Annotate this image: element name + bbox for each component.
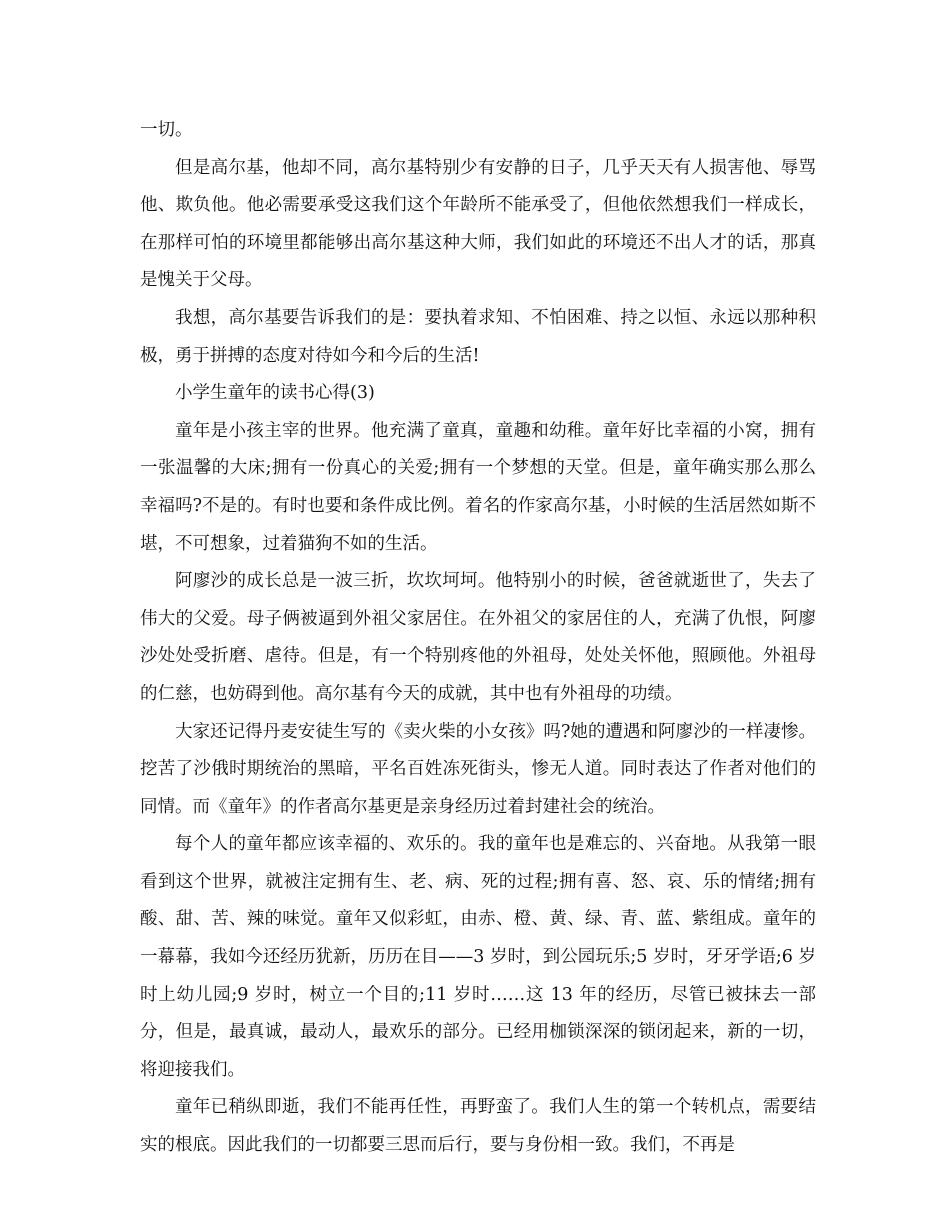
paragraph: 大家还记得丹麦安徒生写的《卖火柴的小女孩》吗?她的遭遇和阿廖沙的一样凄惨。挖苦了沙俄时期统治的黑暗，平名百姓冻死街头，惨无人道。同时表达了作者对他们的同情。而《童年》的作者高尔基更是亲身经历过着封建社会的统治。 [140, 721, 816, 817]
section-heading: 小学生童年的读书心得(3) [175, 383, 375, 404]
paragraph: 童年是小孩主宰的世界。他充满了童真，童趣和幼稚。童年好比幸福的小窝，拥有一张温馨的大床;拥有一份真心的关爱;拥有一个梦想的天堂。但是，童年确实那么那么幸福吗?不是的。有时也要和条件成比例。着名的作家高尔基，小时候的生活居然如斯不堪，不可想象，过着猫狗不如的生活。 [140, 420, 816, 554]
paragraph: 阿廖沙的成长总是一波三折，坎坎坷坷。他特别小的时候，爸爸就逝世了，失去了伟大的父爱。母子俩被逼到外祖父家居住。在外祖父的家居住的人，充满了仇恨，阿廖沙处处受折磨、虐待。但是，有一个特别疼他的外祖母，处处关怀他，照顾他。外祖母的仁慈，也妨碍到他。高尔基有今天的成就，其中也有外祖母的功绩。 [140, 571, 816, 704]
paragraph: 我想，高尔基要告诉我们的是：要执着求知、不怕困难、持之以恒、永远以那种积极，勇于拼搏的态度对待如今和今后的生活! [140, 307, 816, 366]
document-body [140, 112, 816, 1165]
paragraph: 童年已稍纵即逝，我们不能再任性，再野蛮了。我们人生的第一个转机点，需要结实的根底。因此我们的一切都要三思而后行，要与身份相一致。我们，不再是 [140, 1097, 816, 1156]
paragraph: 每个人的童年都应该幸福的、欢乐的。我的童年也是难忘的、兴奋地。从我第一眼看到这个世界，就被注定拥有生、老、病、死的过程;拥有喜、怒、哀、乐的情绪;拥有酸、甜、苦、辣的味觉。童年又似彩虹，由赤、橙、黄、绿、青、蓝、紫组成。童年的一幕幕，我如今还经历犹新，历历在目——3 岁时，到公园玩乐;5 岁时，牙牙学语;6 岁时上幼儿园;9 岁时，树立一个目的;11 岁时……这 13 年的经历，尽管已被抹去一部分，但是，最真诚，最动人，最欢乐的部分。已经用枷锁深深的锁闭起来，新的一切，将迎接我们。 [140, 834, 816, 1080]
paragraph: 但是高尔基，他却不同，高尔基特别少有安静的日子，几乎天天有人损害他、辱骂他、欺负他。他必需要承受这我们这个年龄所不能承受了，但他依然想我们一样成长，在那样可怕的环境里都能够出高尔基这种大师，我们如此的环境还不出人才的话，那真是愧关于父母。 [140, 157, 816, 291]
paragraph-continuation: 一切。 [140, 120, 193, 140]
